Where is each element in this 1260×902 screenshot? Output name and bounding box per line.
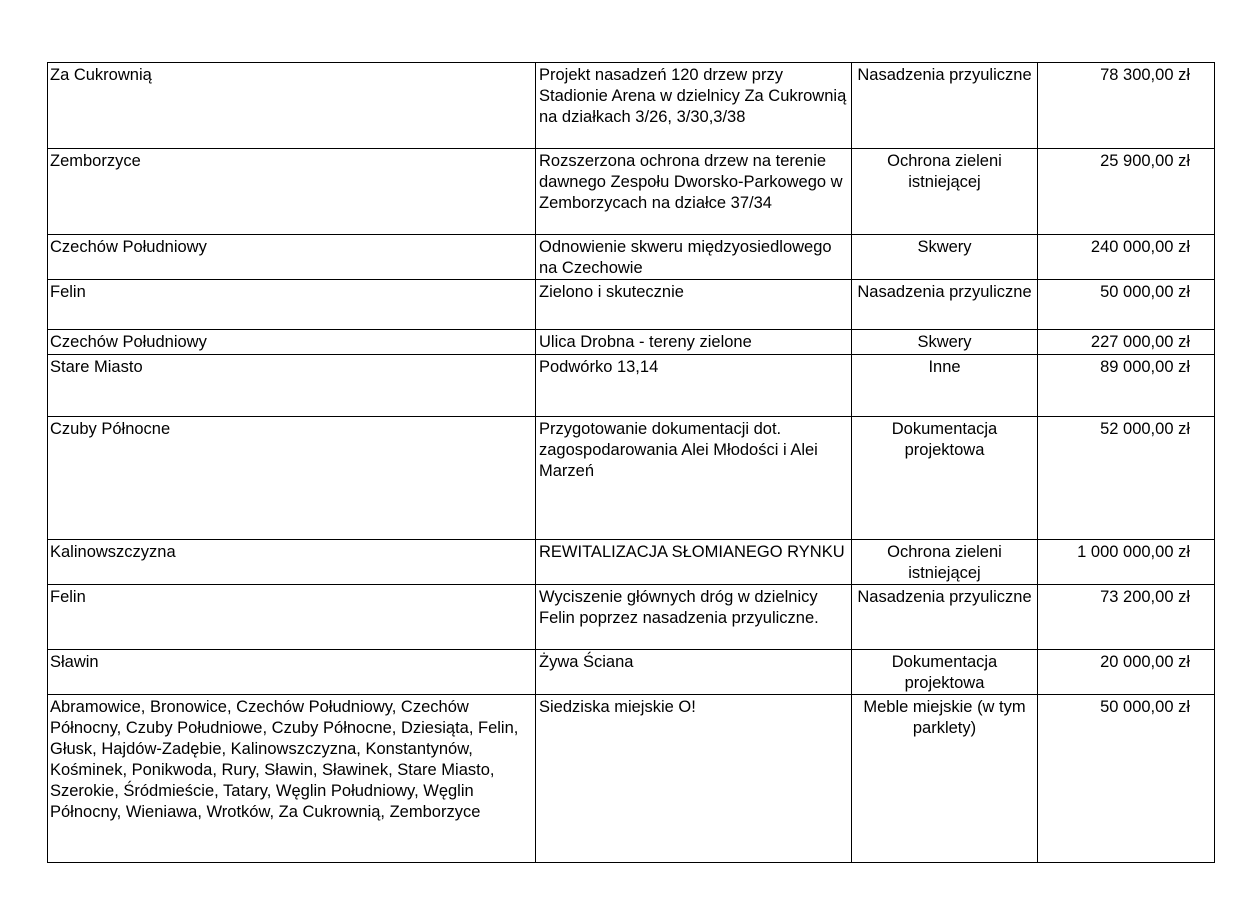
district-cell: Sławin <box>48 650 536 695</box>
district-cell: Kalinowszczyzna <box>48 540 536 585</box>
table-row <box>48 149 1215 235</box>
table-row <box>48 355 1215 417</box>
project-cell: Projekt nasadzeń 120 drzew przy Stadionie Arena w dzielnicy Za Cukrownią na działkach 3/26, 3/30,3/38 <box>536 63 852 149</box>
projects-table <box>47 62 1215 863</box>
amount-cell: 227 000,00 zł <box>1038 330 1215 355</box>
category-cell: Skwery <box>852 330 1038 355</box>
amount-cell: 50 000,00 zł <box>1038 695 1215 863</box>
project-cell: Żywa Ściana <box>536 650 852 695</box>
project-cell: Rozszerzona ochrona drzew na terenie dawnego Zespołu Dworsko-Parkowego w Zemborzycach na działce 37/34 <box>536 149 852 235</box>
district-cell: Czechów Południowy <box>48 330 536 355</box>
table-row <box>48 585 1215 650</box>
amount-cell: 240 000,00 zł <box>1038 235 1215 280</box>
amount-cell: 52 000,00 zł <box>1038 417 1215 540</box>
project-cell: Ulica Drobna - tereny zielone <box>536 330 852 355</box>
category-cell: Ochrona zieleni istniejącej <box>852 540 1038 585</box>
amount-cell: 50 000,00 zł <box>1038 280 1215 330</box>
amount-cell: 78 300,00 zł <box>1038 63 1215 149</box>
table-row <box>48 417 1215 540</box>
table-row <box>48 63 1215 149</box>
district-cell: Czuby Północne <box>48 417 536 540</box>
table-row <box>48 280 1215 330</box>
project-cell: Odnowienie skweru międzyosiedlowego na Czechowie <box>536 235 852 280</box>
category-cell: Nasadzenia przyuliczne <box>852 585 1038 650</box>
project-cell: Podwórko 13,14 <box>536 355 852 417</box>
project-cell: Zielono i skutecznie <box>536 280 852 330</box>
table-row <box>48 540 1215 585</box>
category-cell: Dokumentacja projektowa <box>852 650 1038 695</box>
district-cell: Czechów Południowy <box>48 235 536 280</box>
amount-cell: 73 200,00 zł <box>1038 585 1215 650</box>
table-row <box>48 695 1215 863</box>
district-cell: Stare Miasto <box>48 355 536 417</box>
district-cell: Za Cukrownią <box>48 63 536 149</box>
amount-cell: 25 900,00 zł <box>1038 149 1215 235</box>
amount-cell: 20 000,00 zł <box>1038 650 1215 695</box>
category-cell: Nasadzenia przyuliczne <box>852 63 1038 149</box>
table-row <box>48 650 1215 695</box>
district-cell: Abramowice, Bronowice, Czechów Południowy, Czechów Północny, Czuby Południowe, Czuby Północne, Dziesiąta, Felin, Głusk, Hajdów-Zadębie, Kalinowszczyzna, Konstantynów, Kośminek, Ponikwoda, Rury, Sławin, Sławinek, Stare Miasto, Szerokie, Śródmieście, Tatary, Węglin Południowy, Węglin Północny, Wieniawa, Wrotków, Za Cukrownią, Zemborzyce <box>48 695 536 863</box>
category-cell: Skwery <box>852 235 1038 280</box>
amount-cell: 89 000,00 zł <box>1038 355 1215 417</box>
table-row <box>48 330 1215 355</box>
project-cell: Przygotowanie dokumentacji dot. zagospodarowania Alei Młodości i Alei Marzeń <box>536 417 852 540</box>
table-row <box>48 235 1215 280</box>
district-cell: Zemborzyce <box>48 149 536 235</box>
category-cell: Inne <box>852 355 1038 417</box>
project-cell: REWITALIZACJA SŁOMIANEGO RYNKU <box>536 540 852 585</box>
category-cell: Meble miejskie (w tym parklety) <box>852 695 1038 863</box>
category-cell: Nasadzenia przyuliczne <box>852 280 1038 330</box>
district-cell: Felin <box>48 280 536 330</box>
category-cell: Ochrona zieleni istniejącej <box>852 149 1038 235</box>
project-cell: Wyciszenie głównych dróg w dzielnicy Felin poprzez nasadzenia przyuliczne. <box>536 585 852 650</box>
project-cell: Siedziska miejskie O! <box>536 695 852 863</box>
district-cell: Felin <box>48 585 536 650</box>
amount-cell: 1 000 000,00 zł <box>1038 540 1215 585</box>
category-cell: Dokumentacja projektowa <box>852 417 1038 540</box>
